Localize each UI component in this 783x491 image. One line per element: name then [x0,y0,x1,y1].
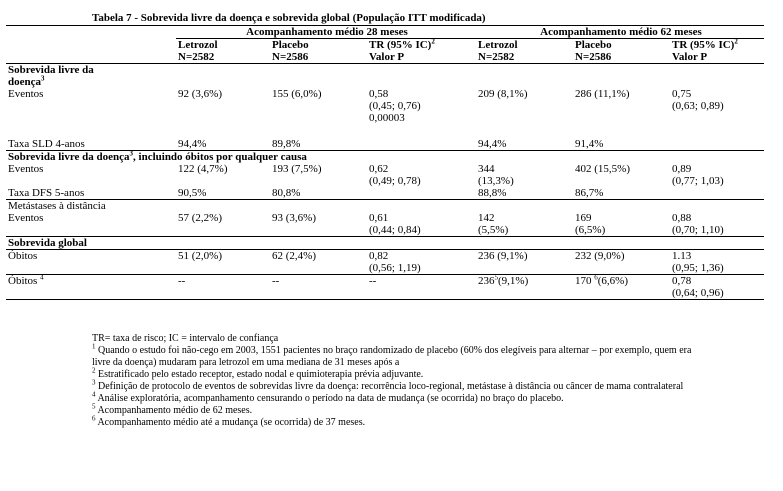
section-os-title: Sobrevida global [6,237,764,250]
footnote-1: $^1$ Quando o estudo foi não-cego em 2003, 1551 pacientes no braço randomizado de placebo (60% dos elegíveis para alternar – por exemplo, quem era livre da doença) mudaram para letrozol em uma mediana de 31 meses após a [92,342,692,368]
col-placebo-28: Placebo N=2586 [272,39,309,63]
col-tr-62: TR (95% IC)$^2$ Valor P [672,37,738,63]
abbrev-note: TR= taxa de risco; IC = intervalo de confiança [92,333,279,344]
col-letrozol-62: Letrozol N=2582 [478,39,518,63]
footnotes [92,333,712,429]
col-placebo-62: Placebo N=2586 [575,39,612,63]
footnote-3: $^3$ Definição de protocolo de eventos de sobrevidas livre da doença: recorrência loco-regional, metástase à distância ou câncer de mama contralateral [92,378,684,392]
table-row: Metástases à distância Eventos 57 (2,2%) 93 (3,6%) 0,61 (0,44; 0,84) 142 (5,5%) 169 (6,5%) 0,88 (0,70; 1,10) [6,200,764,237]
table-row: Eventos 92 (3,6%) 155 (6,0%) 0,58 (0,45; 0,76) 0,00003 209 (8,1%) 286 (11,1%) 0,75 (0,63; 0,89) [8,88,724,124]
section-dfs-title: Sobrevida livre da doença$^3$ [6,64,176,89]
group-28-months: Acompanhamento médio 28 meses [176,26,476,39]
group-62-months: Acompanhamento médio 62 meses [476,26,764,39]
col-tr-28: TR (95% IC)$^2$ Valor P [369,37,435,63]
footnote-4: $^4$ Análise exploratória, acompanhamento censurando o período na data de mudança (se ocorrida) no braço do placebo. [92,390,564,404]
section-dfs-all [6,151,764,164]
header-group-row [6,26,764,39]
footnote-6: $^6$ Acompanhamento médio até a mudança (se ocorrida) de 37 meses. [92,414,366,428]
section-dfs-all-title: Sobrevida livre da doença$^3$, incluindo óbitos por qualquer causa [6,151,764,164]
table-row: Eventos 122 (4,7%) 193 (7,5%) 0,62 (0,49; 0,78) 344 (13,3%) 402 (15,5%) 0,89 (0,77; 1,03) [8,163,724,187]
table-row: Óbitos $^4$ -- -- -- $236^5(9,1\%)$ 170 $^6$(6,6%) 0,78 (0,64; 0,96) [6,275,764,300]
header-row [6,39,764,64]
col-letrozol-28: Letrozol N=2582 [178,39,218,63]
table-title: Tabela 7 - Sobrevida livre da doença e sobrevida global (População ITT modificada) [92,12,486,24]
table-row: Taxa DFS 5-anos 90,5% 80,8% 88,8% 86,7% [8,187,604,199]
footnote-2: $^2$ Estratificado pelo estado receptor, estado nodal e quimioterapia prévia adjuvante. [92,366,424,380]
section-dfs [6,64,764,89]
section-os [6,237,764,250]
footnote-5: $^5$ Acompanhamento médio de 62 meses. [92,402,253,416]
table-row: Taxa SLD 4-anos 94,4% 89,8% 94,4% 91,4% [8,138,604,150]
survival-table [6,25,764,300]
table-row: Óbitos 51 (2,0%) 62 (2,4%) 0,82 (0,56; 1,19) 236 (9,1%) 232 (9,0%) 1.13 (0,95; 1,36) [6,250,764,275]
